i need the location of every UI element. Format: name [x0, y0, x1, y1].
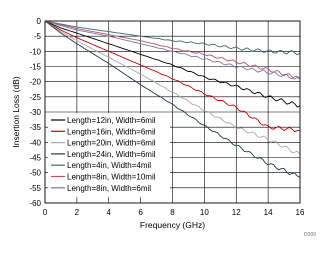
y-tick-label-9: -45: [29, 153, 41, 163]
y-tick-label-7: -35: [29, 123, 41, 133]
y-tick-label-2: -10: [29, 47, 41, 57]
legend-label-2: Length=20in, Width=6mil: [67, 138, 156, 148]
x-tick-label-1: 2: [74, 208, 80, 217]
y-tick-label-3: -15: [29, 62, 41, 72]
figure-code-label: D009: [304, 232, 316, 238]
y-tick-label-0: 0: [36, 17, 41, 26]
legend-label-0: Length=12in, Width=6mil: [67, 116, 156, 125]
x-axis-title: Frequency (GHz): [139, 220, 206, 230]
y-tick-label-4: -20: [29, 77, 41, 87]
x-tick-label-5: 10: [199, 208, 209, 217]
legend: [48, 113, 170, 197]
x-tick-label-7: 14: [263, 208, 273, 217]
legend-label-6: Length=8in, Width=6mil: [67, 183, 152, 193]
x-tick-label-0: 0: [42, 208, 48, 217]
legend-label-5: Length=8in, Width=10mil: [67, 172, 156, 182]
y-tick-label-5: -25: [29, 92, 41, 102]
y-tick-label-10: -50: [29, 168, 41, 178]
x-tick-label-2: 4: [106, 208, 111, 217]
legend-label-1: Length=16in, Width=6mil: [67, 127, 156, 137]
y-tick-label-11: -55: [29, 183, 41, 193]
y-tick-label-1: -5: [33, 32, 41, 42]
y-tick-label-6: -30: [29, 108, 41, 117]
x-tick-label-6: 12: [231, 208, 241, 217]
y-tick-label-12: -60: [29, 199, 41, 208]
y-axis-title: Insertion Loss (dB): [11, 76, 21, 148]
legend-label-4: Length=4in, Width=4mil: [67, 161, 152, 171]
x-tick-label-3: 6: [138, 208, 143, 217]
x-tick-labels: [43, 208, 305, 217]
x-tick-label-4: 8: [170, 208, 175, 217]
y-tick-labels: [29, 17, 41, 208]
y-tick-label-8: -40: [29, 138, 41, 148]
legend-label-3: Length=24in, Width=6mil: [67, 149, 156, 159]
x-tick-label-8: 16: [295, 208, 305, 217]
